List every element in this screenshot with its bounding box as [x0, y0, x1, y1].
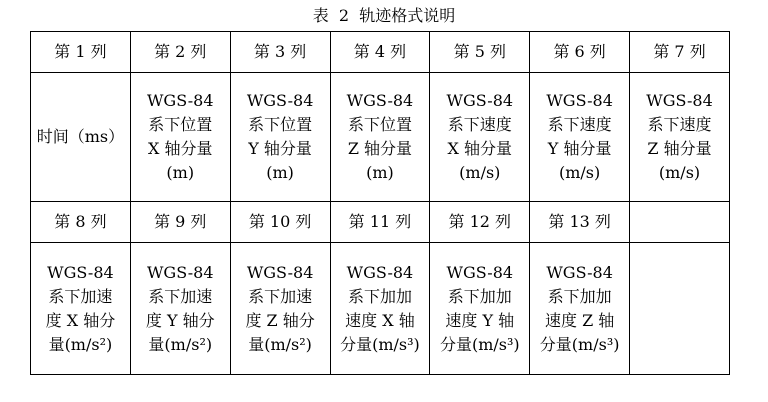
- column-description: [130, 243, 230, 375]
- cell-text: WGS-84 系下速度 X 轴分量 (m/s): [446, 91, 514, 182]
- column-description: [530, 73, 630, 202]
- column-description: [230, 73, 330, 202]
- description-row-2: [31, 243, 730, 375]
- empty-cell: [630, 243, 730, 375]
- cell-text: WGS-84 系下加速 度 Z 轴分 量(m/s²): [245, 262, 315, 354]
- column-header: 第 1 列: [31, 32, 131, 73]
- column-header: 第 11 列: [330, 202, 430, 243]
- cell-text: WGS-84 系下位置 X 轴分量 (m): [146, 91, 214, 182]
- column-header: 第 10 列: [230, 202, 330, 243]
- cell-text: WGS-84 系下加加 速度 Z 轴 分量(m/s³): [539, 262, 620, 354]
- cell-text: WGS-84 系下速度 Z 轴分量 (m/s): [646, 91, 713, 182]
- column-description: [130, 73, 230, 202]
- column-description: [330, 73, 430, 202]
- column-description: [330, 243, 430, 375]
- column-header: 第 13 列: [530, 202, 630, 243]
- column-header: 第 12 列: [430, 202, 530, 243]
- column-description: [230, 243, 330, 375]
- header-row-2: [31, 202, 730, 243]
- cell-text: 时间（ms）: [36, 127, 125, 146]
- column-description: [430, 243, 530, 375]
- table-caption: 表 2 轨迹格式说明: [312, 6, 456, 25]
- cell-text: WGS-84 系下位置 Y 轴分量 (m): [246, 91, 314, 182]
- column-description: [430, 73, 530, 202]
- cell-text: WGS-84 系下加速 度 Y 轴分 量(m/s²): [145, 262, 215, 354]
- cell-text: WGS-84 系下加加 速度 X 轴 分量(m/s³): [340, 262, 420, 354]
- header-row-1: [31, 32, 730, 73]
- column-header: 第 5 列: [430, 32, 530, 73]
- column-description: [530, 243, 630, 375]
- cell-text: WGS-84 系下位置 Z 轴分量 (m): [346, 91, 414, 182]
- column-header: 第 3 列: [230, 32, 330, 73]
- cell-text: WGS-84 系下速度 Y 轴分量 (m/s): [546, 91, 613, 182]
- column-header: 第 9 列: [130, 202, 230, 243]
- column-description: [630, 73, 730, 202]
- empty-cell: [630, 202, 730, 243]
- column-header: 第 7 列: [630, 32, 730, 73]
- column-header: 第 4 列: [330, 32, 430, 73]
- cell-text: WGS-84 系下加速 度 X 轴分 量(m/s²): [45, 262, 116, 354]
- column-header: 第 2 列: [130, 32, 230, 73]
- column-header: 第 8 列: [31, 202, 131, 243]
- column-description: [31, 73, 131, 202]
- trajectory-format-table: [30, 31, 730, 375]
- column-description: [31, 243, 131, 375]
- description-row-1: [31, 73, 730, 202]
- column-header: 第 6 列: [530, 32, 630, 73]
- cell-text: WGS-84 系下加加 速度 Y 轴 分量(m/s³): [439, 262, 520, 354]
